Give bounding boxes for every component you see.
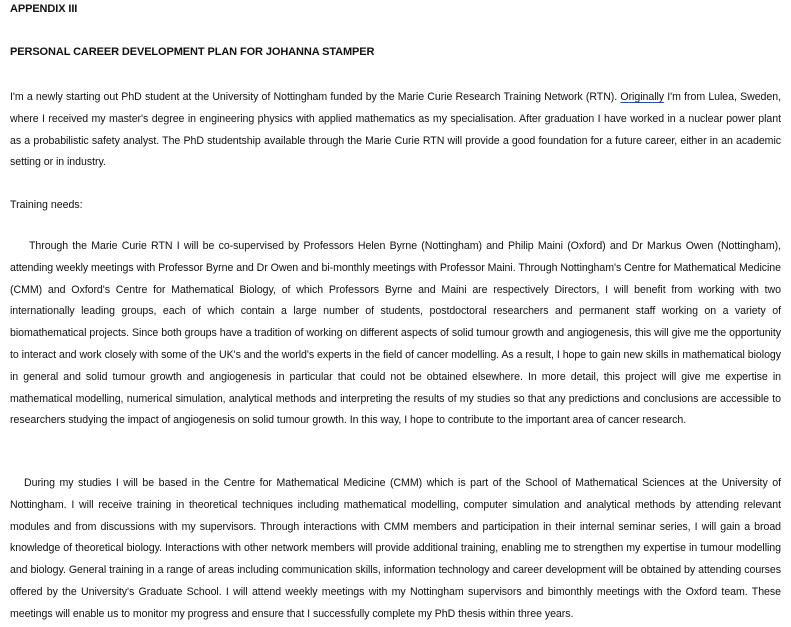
training-needs-label: Training needs:: [10, 199, 83, 211]
intro-text-before: I'm a newly starting out PhD student at the University of Nottingham funded by the Marie Curie Research Training Network (RTN).: [10, 91, 621, 103]
intro-text-after: I'm from Lulea, Sweden, where I received my master's degree in engineering physics with applied mathematics as my specialisation. After graduation I have worked in a nuclear power plant as a probabilistic safety analyst. The PhD studentship available through the Marie Curie RTN will provide a good foundation for a future career, either in an academic setting or in industry.: [10, 91, 781, 169]
training-paragraph: Through the Marie Curie RTN I will be co-supervised by Professors Helen Byrne (Nottingham) and Philip Maini (Oxford) and Dr Markus Owen (Nottingham), attending weekly meetings with Professor Byrne and Dr Owen and bi-monthly meetings with Professor Maini. Through Nottingham's Centre for Mathematical Medicine (CMM) and Oxford's Centre for Mathematical Biology, of which Professors Byrne and Maini are respectively Directors, I will benefit from working with two internationally leading groups, each of which contain a large number of students, postdoctoral researchers and permanent staff working on a variety of biomathematical projects. Since both groups have a tradition of working on different aspects of solid tumour growth and angiogenesis, this will give me the opportunity to interact and work closely with some of the UK's and the world's experts in the field of cancer modelling. As a result, I hope to gain new skills in mathematical biology in general and solid tumour growth and angiogenesis in particular that could not be obtained elsewhere. In more detail, this project will give me expertise in mathematical modelling, numerical simulation, analytical methods and interpreting the results of my studies so that any predictions and conclusions are accessible to researchers studying the impact of angiogenesis on solid tumour growth. In this way, I hope to contribute to the important area of cancer research.: [10, 240, 781, 427]
appendix-title: APPENDIX III: [10, 3, 78, 15]
spellcheck-flagged-word[interactable]: Originally: [620, 91, 665, 103]
studies-paragraph: During my studies I will be based in the Centre for Mathematical Medicine (CMM) which is part of the School of Mathematical Sciences at the University of Nottingham. I will receive training in theoretical techniques including mathematical modelling, computer simulation and analytical methods by attending relevant modules and from discussions with my supervisors. Through interactions with CMM members and participation in their internal seminar series, I will gain a broad knowledge of theoretical biology. Interactions with other network members will provide additional training, enabling me to strengthen my expertise in tumour modelling and biology. General training in a range of areas including communication skills, information technology and career development will be obtained by attending courses offered by the University's Graduate School. I will attend weekly meetings with my Nottingham supervisors and bimonthly meetings with the Oxford team. These meetings will enable us to monitor my progress and ensure that I successfully complete my PhD thesis within three years.: [10, 477, 781, 620]
plan-title: PERSONAL CAREER DEVELOPMENT PLAN FOR JOHANNA STAMPER: [10, 46, 375, 58]
intro-paragraph: [10, 87, 781, 174]
